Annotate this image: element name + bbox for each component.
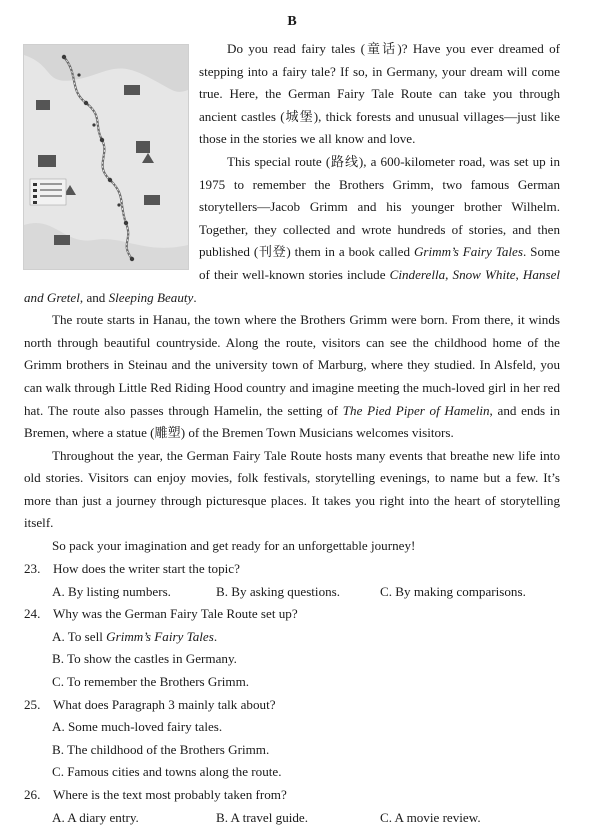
text-run: . (213, 628, 218, 644)
text-run: , (445, 266, 453, 282)
answer-options (24, 716, 564, 784)
answer-option[interactable] (52, 626, 564, 649)
text-run: , and ends in Bremen, where a statue (雕塑) of the Bremen Town Musicians welcomes visitors. (24, 402, 560, 441)
paragraph (24, 309, 560, 445)
answer-options (24, 626, 564, 694)
question-number: 23. (24, 561, 41, 576)
map-spacer (24, 38, 192, 264)
text-run: . Some of their well-known stories include (199, 244, 560, 282)
answer-option[interactable] (52, 671, 564, 694)
italic-title: Hansel and Gretel (24, 266, 561, 305)
text-run: B. The childhood of the Brothers Grimm. (52, 741, 270, 757)
answer-option[interactable] (216, 807, 380, 830)
text-run: The route starts in Hanau, the town where the Brothers Grimm were born. From there, it winds north through beautiful countryside. Along the route, visitors can see the childhood home of the Grimm brothers in Steinau and the university town of Marburg, where they studied. In Alsfeld, you can walk through Little Red Riding Hood country and imagine meeting the much-loved girl in her red hat. The route also passes through Hamelin, the setting of (24, 312, 560, 418)
italic-title: Grimm’s Fairy Tales (106, 628, 214, 644)
question-number: 26. (24, 786, 41, 802)
text-run: C. Famous cities and towns along the route. (52, 764, 282, 780)
answer-option[interactable] (380, 581, 526, 604)
italic-title: Snow White (452, 266, 516, 282)
question-number: 25. (24, 696, 41, 712)
text-run: Do you read fairy tales (童话)? Have you ever dreamed of stepping into a fairy tale? If so, in Germany, your dream will come true. Here, the German Fairy Tale Route can take you through ancient castles (城堡), thick forests and unusual villages—just like those in the stories we all know and love. (199, 41, 560, 147)
text-run: How does the writer start the topic? (53, 561, 240, 576)
answer-options (24, 807, 564, 830)
text-run: B. A travel guide. (216, 809, 309, 825)
italic-title: Grimm’s Fairy Tales (413, 244, 523, 260)
text-run: B. By asking questions. (216, 583, 341, 599)
question-stem (24, 694, 564, 717)
text-run: . (193, 289, 197, 305)
section-letter: B (287, 14, 297, 29)
answer-options (24, 581, 564, 604)
text-run: Where is the text most probably taken from? (53, 786, 287, 802)
paragraph (24, 535, 560, 558)
text-run: , (515, 266, 523, 282)
text-run: C. By making comparisons. (380, 583, 526, 599)
italic-title: Cinderella (389, 266, 446, 282)
paragraph (24, 445, 560, 535)
italic-title: The Pied Piper of Hamelin (342, 402, 490, 418)
reading-passage (24, 38, 560, 558)
answer-option[interactable] (52, 648, 564, 671)
italic-title: Sleeping Beauty (108, 289, 194, 305)
text-run: This special route (路线), a 600-kilometer road, was set up in 1975 to remember the Brothers Grimm, two famous German storytellers—Jacob Grimm and his younger brother Wilhelm. Together, they collected and wrote hundreds of stories, and then published (刊登) them in a book called (199, 153, 560, 260)
text-run: A. Some much-loved fairy tales. (52, 719, 223, 735)
answer-option[interactable] (52, 739, 564, 762)
answer-option[interactable] (52, 581, 216, 604)
text-run: A. By listing numbers. (52, 583, 171, 599)
text-run: So pack your imagination and get ready for an unforgettable journey! (52, 538, 416, 554)
answer-option[interactable] (52, 716, 564, 739)
text-run: Why was the German Fairy Tale Route set up? (53, 606, 298, 622)
text-run: A. A diary entry. (52, 809, 139, 825)
answer-option[interactable] (52, 807, 216, 830)
question-stem (24, 784, 564, 807)
text-run: , and (79, 289, 109, 305)
text-run: A. To sell (52, 628, 107, 644)
text-run: What does Paragraph 3 mainly talk about? (53, 696, 276, 712)
answer-option[interactable] (380, 807, 481, 830)
answer-option[interactable] (216, 581, 380, 604)
text-run: C. A movie review. (380, 809, 481, 825)
question-stem (24, 558, 564, 581)
answer-option[interactable] (52, 761, 564, 784)
question-stem (24, 603, 564, 626)
text-run: C. To remember the Brothers Grimm. (52, 673, 250, 689)
question-list (24, 558, 564, 829)
text-run: Throughout the year, the German Fairy Tale Route hosts many events that breathe new life into old stories. Visitors can enjoy movies, folk festivals, storytelling evenings, to name but a few. It’s more than just a journey through picturesque places. It takes you right into the heart of storytelling itself. (24, 447, 560, 531)
question-number: 24. (24, 606, 41, 622)
text-run: B. To show the castles in Germany. (52, 651, 237, 667)
